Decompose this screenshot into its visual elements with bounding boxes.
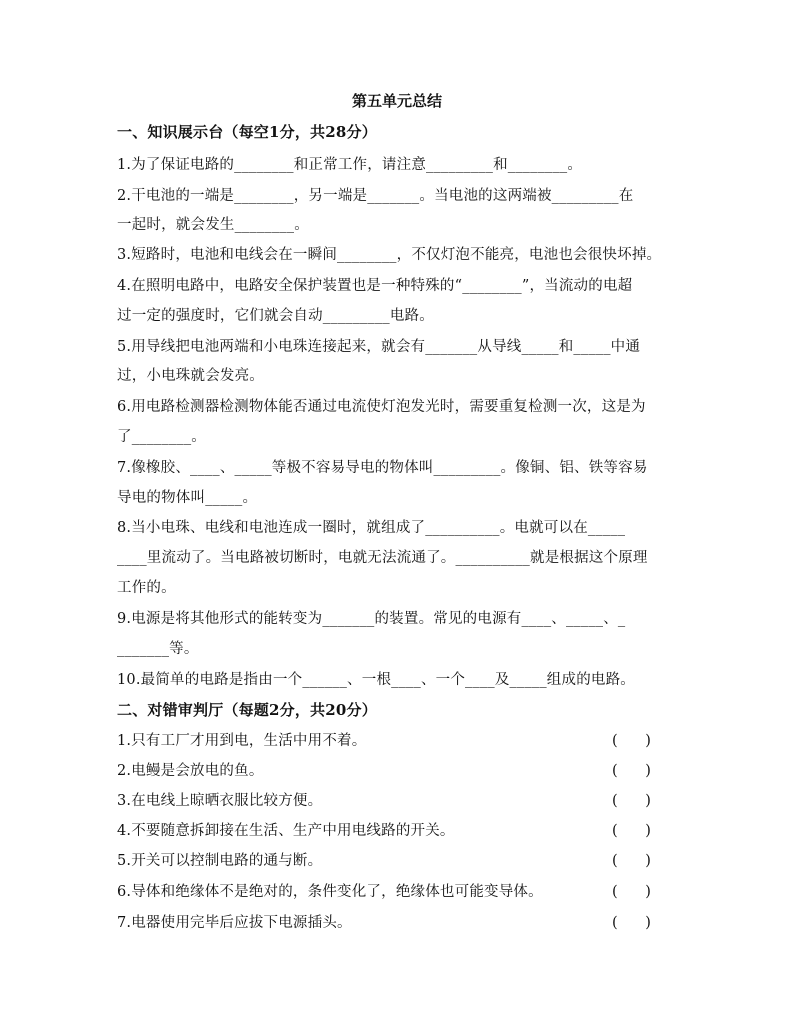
question-line: ____里流动了。当电路被切断时，电就无法流通了。__________就是根据这个原理 (117, 550, 648, 566)
answer-blank[interactable]: ( ) (612, 853, 651, 869)
question-line: 3.短路时，电池和电线会在一瞬间________，不仅灯泡不能亮，电池也会很快坏掉。 (117, 247, 662, 263)
true-false-item: 5.开关可以控制电路的通与断。 (117, 853, 323, 869)
answer-blank[interactable]: ( ) (612, 733, 651, 749)
question-line: 8.当小电珠、电线和电池连成一圈时，就组成了__________。电就可以在_____ (117, 520, 626, 536)
question-line: 7.像橡胶、____、_____等极不容易导电的物体叫_________。像铜、铝、铁等容易 (117, 460, 648, 476)
true-false-item: 6.导体和绝缘体不是绝对的，条件变化了，绝缘体也可能变导体。 (117, 884, 543, 900)
question-line: 工作的。 (117, 580, 176, 596)
section-heading-true-false: 二、对错审判厅（每题2分，共20分） (117, 701, 377, 719)
answer-blank[interactable]: ( ) (612, 884, 651, 900)
page-title: 第五单元总结 (351, 92, 442, 110)
section-heading-knowledge: 一、知识展示台（每空1分，共28分） (117, 123, 377, 141)
question-line: 了________。 (117, 429, 206, 445)
question-line: 6.用电路检测器检测物体能否通过电流使灯泡发光时，需要重复检测一次，这是为 (117, 399, 646, 415)
question-line: 5.用导线把电池两端和小电珠连接起来，就会有_______从导线_____和_____中通 (117, 339, 641, 355)
question-line: 1.为了保证电路的________和正常工作，请注意_________和________。 (117, 157, 583, 173)
question-line: _______等。 (117, 641, 199, 657)
question-line: 4.在照明电路中，电路安全保护装置也是一种特殊的“________”，当流动的电超 (117, 278, 633, 294)
answer-blank[interactable]: ( ) (612, 823, 651, 839)
true-false-item: 4.不要随意拆卸接在生活、生产中用电线路的开关。 (117, 823, 455, 839)
true-false-item: 7.电器使用完毕后应拔下电源插头。 (117, 915, 352, 931)
question-line: 9.电源是将其他形式的能转变为_______的装置。常见的电源有____、_____、_ (117, 611, 626, 627)
question-line: 10.最简单的电路是指由一个______、一根____、一个____及_____组成的电路。 (117, 672, 636, 688)
true-false-item: 2.电鳗是会放电的鱼。 (117, 763, 264, 779)
question-line: 导电的物体叫_____。 (117, 490, 258, 506)
true-false-item: 3.在电线上晾晒衣服比较方便。 (117, 793, 323, 809)
true-false-item: 1.只有工厂才用到电，生活中用不着。 (117, 733, 367, 749)
answer-blank[interactable]: ( ) (612, 793, 651, 809)
answer-blank[interactable]: ( ) (612, 763, 651, 779)
question-line: 2.干电池的一端是________，另一端是_______。当电池的这两端被_________在 (117, 188, 634, 204)
question-line: 一起时，就会发生________。 (117, 217, 309, 233)
question-line: 过一定的强度时，它们就会自动_________电路。 (117, 308, 434, 324)
answer-blank[interactable]: ( ) (612, 915, 651, 931)
question-line: 过，小电珠就会发亮。 (117, 368, 264, 384)
